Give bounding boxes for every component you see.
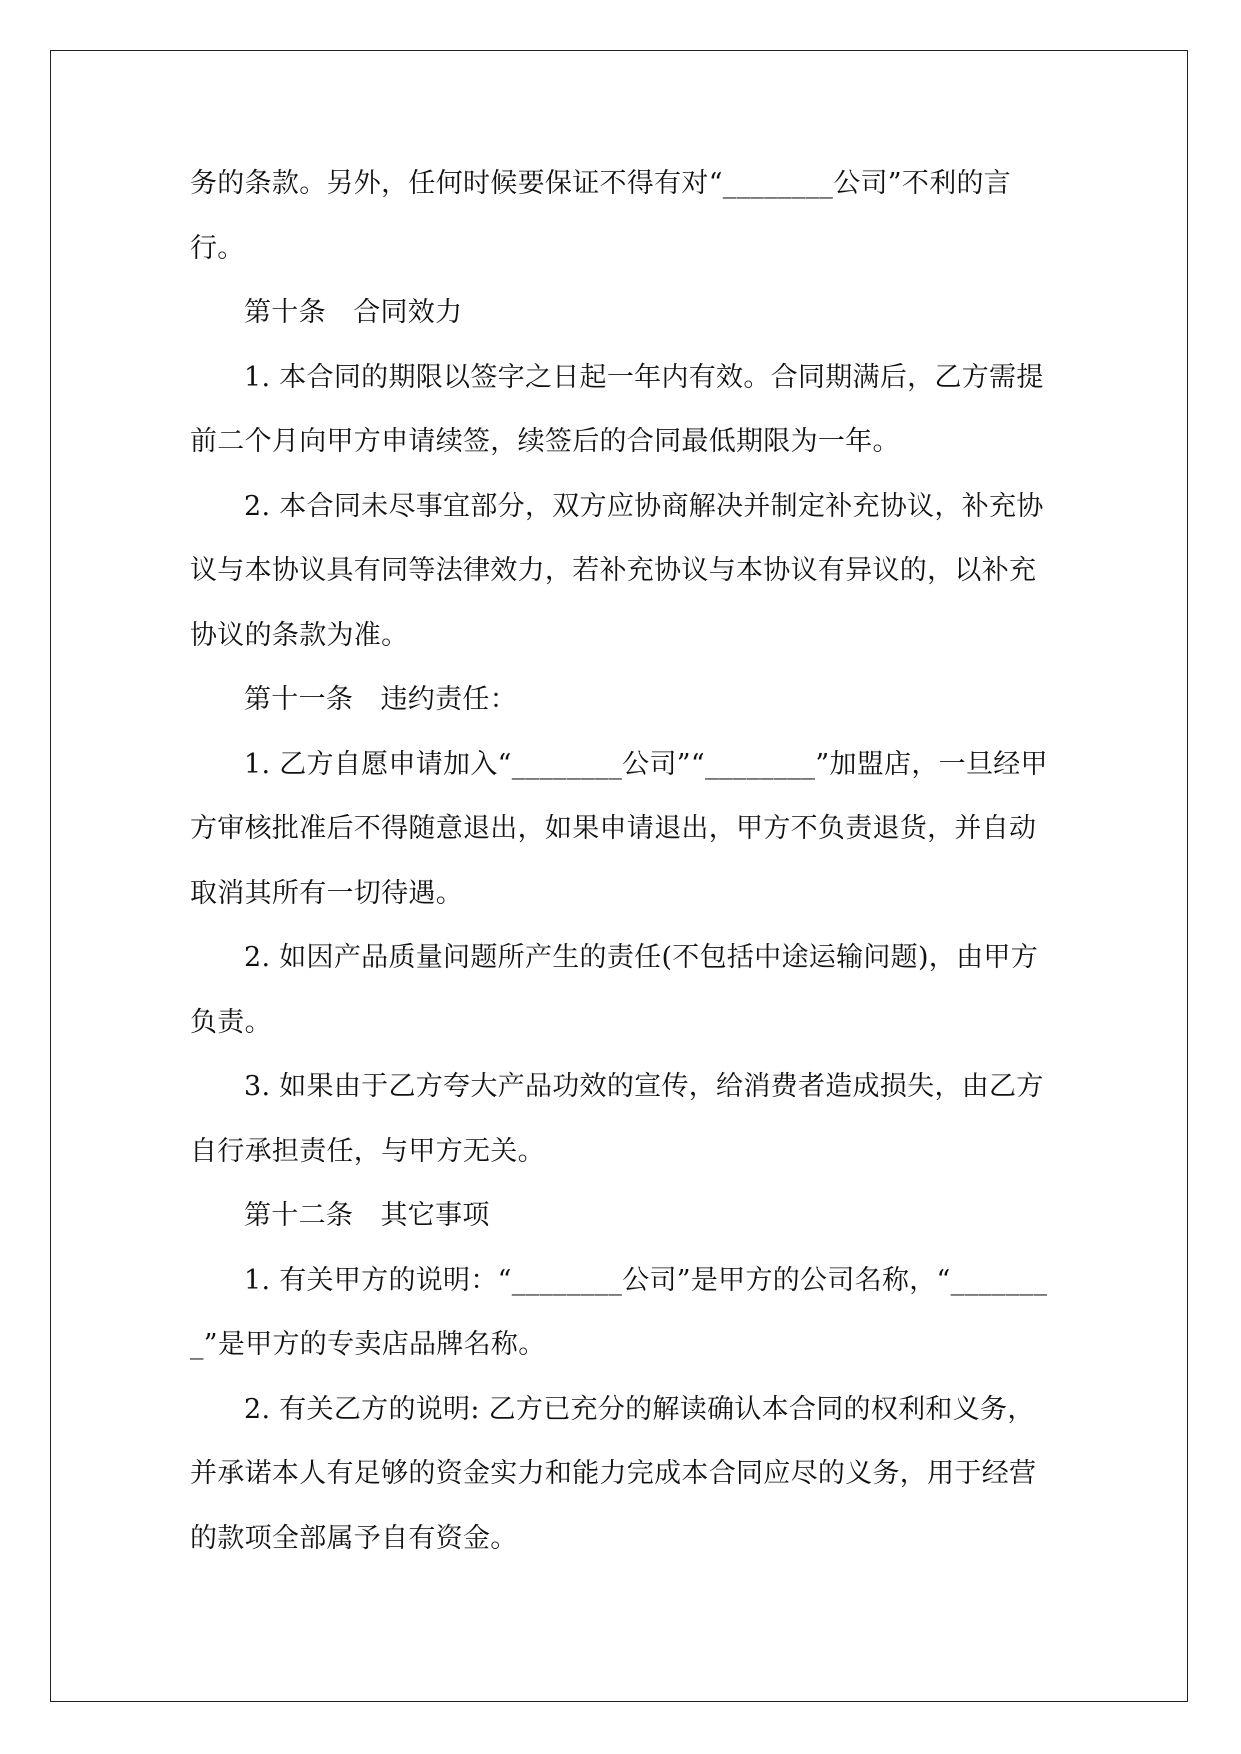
article-10-heading: 第十条 合同效力 <box>244 297 463 328</box>
article-12-heading: 第十二条 其它事项 <box>244 1200 490 1231</box>
article-10-clause-1: 1. 本合同的期限以签字之日起一年内有效。合同期满后，乙方需提前二个月向甲方申请续签，续签后的合同最低期限为一年。 <box>190 361 1044 457</box>
article-11-clause-2: 2. 如因产品质量问题所产生的责任(不包括中途运输问题)，由甲方负责。 <box>190 942 1039 1038</box>
article-11-clause-3: 3. 如果由于乙方夸大产品功效的宣传，给消费者造成损失，由乙方自行承担责任，与甲方无关。 <box>190 1071 1044 1167</box>
document-body <box>190 152 1052 1571</box>
article-11-heading: 第十一条 违约责任： <box>244 684 517 715</box>
article-11-clause-1: 1. 乙方自愿申请加入“________公司”“________”加盟店，一旦经甲方审核批准后不得随意退出，如果申请退出，甲方不负责退货，并自动取消其所有一切待遇。 <box>190 748 1048 909</box>
paragraph-continuation: 务的条款。另外，任何时候要保证不得有对“________公司”不利的言行。 <box>190 168 1012 264</box>
article-10-clause-2: 2. 本合同未尽事宜部分，双方应协商解决并制定补充协议，补充协议与本协议具有同等法律效力，若补充协议与本协议有异议的，以补充协议的条款为准。 <box>190 490 1044 651</box>
article-12-clause-2: 2. 有关乙方的说明: 乙方已充分的解读确认本合同的权利和义务，并承诺本人有足够的资金实力和能力完成本合同应尽的义务，用于经营的款项全部属予自有资金。 <box>190 1393 1037 1554</box>
article-12-clause-1: 1. 有关甲方的说明：“________公司”是甲方的公司名称，“________”是甲方的专卖店品牌名称。 <box>190 1264 1048 1360</box>
